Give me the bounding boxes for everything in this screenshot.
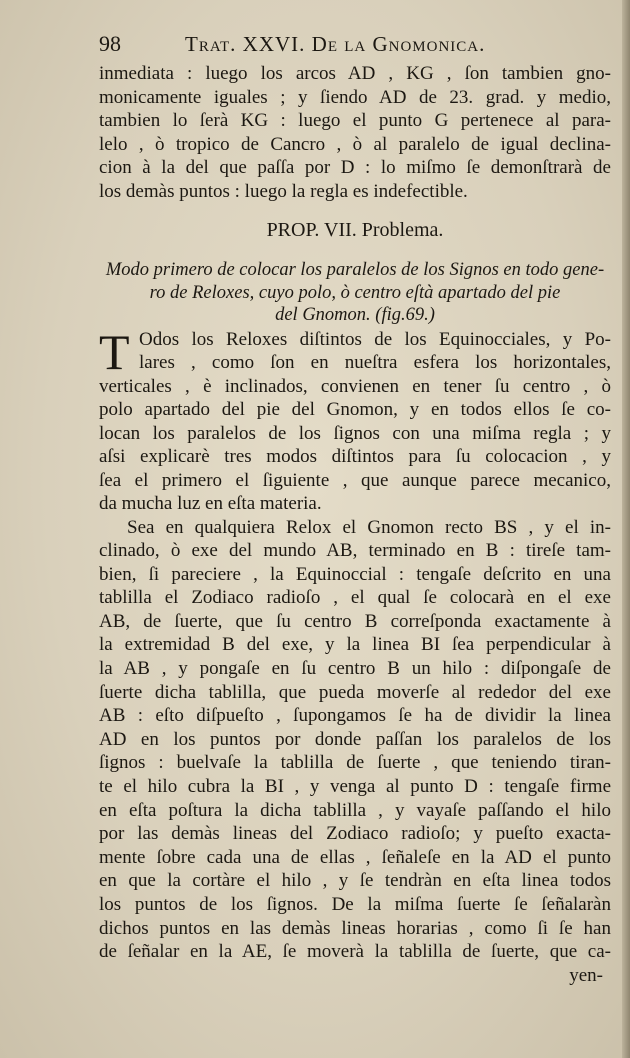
catchword: yen- [569,964,603,986]
text-line: AD en los puntos por donde paſſan los paralelos de los [99,728,611,750]
text-line: Odos los Reloxes diſtintos de los Equinocciales, y Po- [139,328,611,350]
text-line: aſsi explicarè tres modos diſtintos para ſu colocacion , y [99,446,611,467]
text-line: polo apartado del pie del Gnomon, y en todos ellos ſe co- [99,399,611,420]
text-line: de ſeñalar en la AE, ſe moverà la tablilla de ſuerte, que ca- [99,941,611,963]
subtitle-line: Modo primero de colocar los paralelos de los Signos en todo gene- [105,260,605,280]
text-line: la extremidad B del exe, y la linea BI ſea perpendicular à [99,634,611,656]
text-line: cion à la del que paſſa por D : lo miſmo ſe demonſtrarà de [99,157,611,178]
second-paragraph [99,516,611,964]
text-line: tablilla el Zodiaco radioſo , el qual ſe colocarà en el exe [99,587,611,609]
text-line: AB : eſto diſpueſto , ſupongamos ſe ha de dividir la linea [99,705,611,727]
text-line: lares , como ſon en nueſtra esfera los horizontales, [139,352,611,373]
text-line: verticales , è inclinados, convienen en tener ſu centro , ò [99,375,611,397]
text-line: mente ſobre cada una de ellas , ſeñaleſe en la AD el punto [99,846,611,868]
running-head: Trat. XXVI. De la Gnomonica. [185,32,486,56]
text-line: inmediata : luego los arcos AD , KG , ſon tambien gno- [99,63,611,84]
page-edge [622,0,630,1058]
text-line: los puntos de los ſignos. De la miſma ſuerte ſe ſeñalaràn [99,894,611,915]
text-line: la AB , y pongaſe en ſu centro B un hilo : diſpongaſe de [99,658,611,680]
text-line: tambien lo ſerà KG : luego el punto G pertenece al para- [99,110,611,131]
text-line: en eſta poſtura la dicha tablilla , y vayaſe paſſando el hilo [99,799,611,821]
subtitle-line: ro de Reloxes, cuyo polo, ò centro eſtà apartado del pie [149,282,561,303]
text-line: ſignos : buelvaſe la tablilla de ſuerte , que teniendo tiran- [99,752,611,774]
text-block [99,32,611,987]
text-line: por las demàs lineas del Zodiaco radioſo; y pueſto exacta- [99,823,611,845]
text-line: da mucha luz en eſta materia. [99,493,322,514]
proposition-subtitle [99,259,611,327]
text-line: los demàs puntos : luego la regla es indefectible. [99,180,468,202]
first-paragraph [99,323,611,516]
text-line: dichos puntos en las demàs lineas horarias , como ſi ſe han [99,917,611,939]
text-line: AB, de ſuerte, que ſu centro B correſponda exactamente à [99,610,611,632]
text-line: ſea el primero el ſiguiente , que aunque parece mecanico, [99,469,611,491]
subtitle-line: del Gnomon. (fig.69.) [275,305,435,325]
page-header [99,32,611,62]
text-line: Sea en qualquiera Relox el Gnomon recto BS , y el in- [127,516,611,538]
text-line: clinado, ò exe del mundo AB, terminado en B : tireſe tam- [99,540,611,562]
text-line: bien, ſi pareciere , la Equinoccial : tengaſe deſcrito en una [99,563,611,585]
drop-cap: T [99,323,130,380]
proposition-title: PROP. VII. Problema. [266,219,444,241]
text-line: en que la cortàre el hilo , y ſe tendràn en eſta linea todos [99,870,611,892]
text-line: ſuerte dicha tablilla, que pueda moverſe al rededor del exe [99,681,611,703]
text-line: locan los paralelos de los ſignos con una miſma regla ; y [99,422,611,444]
intro-paragraph [99,62,611,203]
text-line: te el hilo cubra la BI , y venga al punto D : tengaſe firme [99,776,611,798]
text-line: lelo , ò tropico de Cancro , ò al paralelo de igual declina- [99,133,611,155]
page-number: 98 [99,31,121,56]
catchword-row [99,964,611,988]
text-line: monicamente iguales ; y ſiendo AD de 23. grad. y medio, [99,86,611,108]
